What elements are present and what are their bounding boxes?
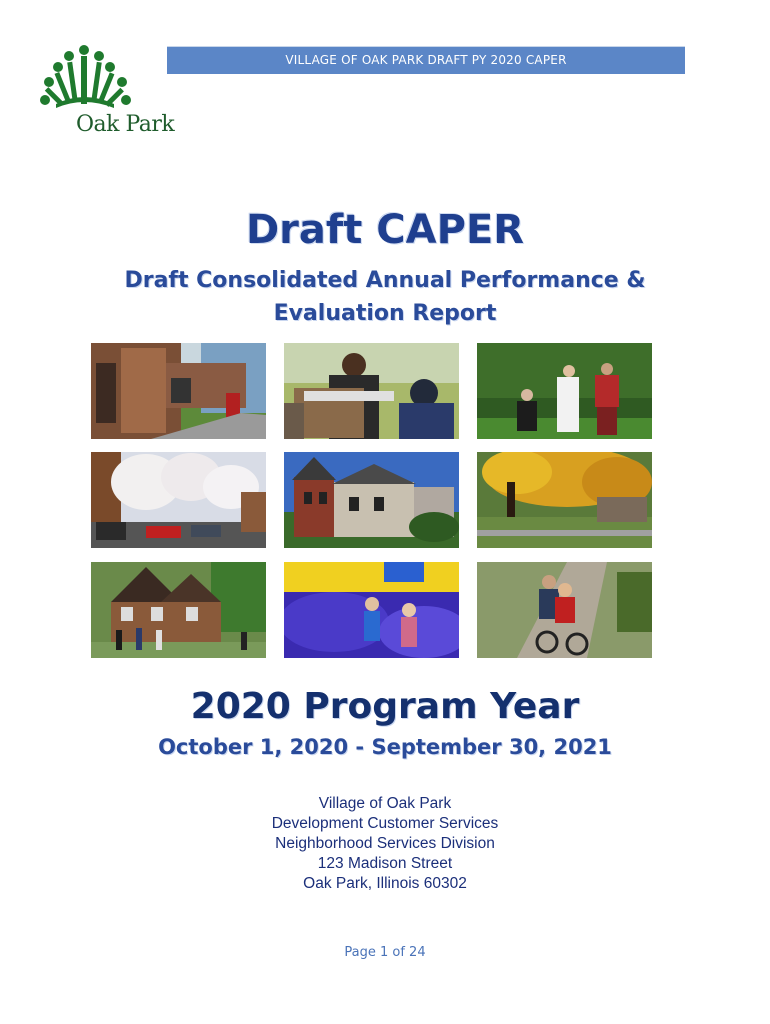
blossom-street-photo [91,452,266,548]
address-line-3: Neighborhood Services Division [275,835,495,852]
tudor-house-photo [91,562,266,658]
program-dates: October 1, 2020 - September 30, 2021 [158,735,612,759]
page-number: Page 1 of 24 [344,945,426,960]
autumn-tree-photo [477,452,652,548]
brick-building-photo [91,343,266,439]
oak-tree-icon [36,42,176,122]
park-walkers-photo [477,343,652,439]
address-block [0,794,770,894]
header-bar: VILLAGE OF OAK PARK DRAFT PY 2020 CAPER [167,46,685,74]
eye-exam-photo [284,343,459,439]
bounce-house-photo [284,562,459,658]
bike-kids-photo [477,562,652,658]
logo-text: Oak Park [76,112,175,137]
address-line-1: Village of Oak Park [318,795,452,812]
address-line-4: 123 Madison Street [317,855,453,872]
address-line-2: Development Customer Services [271,815,499,832]
document-title: Draft CAPER [245,207,525,253]
oak-park-logo [36,42,176,142]
address-line-5: Oak Park, Illinois 60302 [303,875,467,892]
victorian-house-photo [284,452,459,548]
program-year-heading: 2020 Program Year [190,686,580,727]
document-subtitle: Draft Consolidated Annual Performance & Evaluation Report [124,268,646,326]
